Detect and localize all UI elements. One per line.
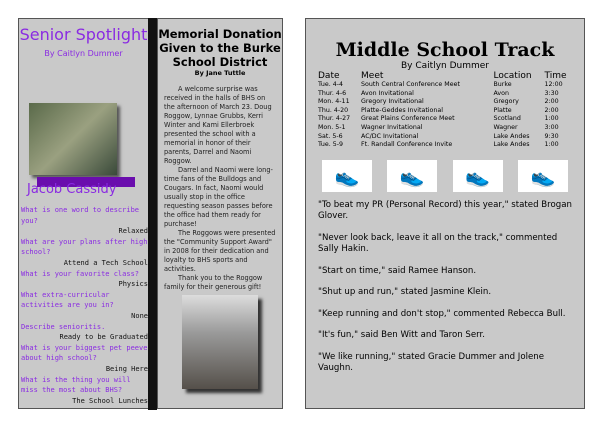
student-name: Jacob Cassidy (27, 182, 117, 197)
question: Describe senioritis. (21, 322, 106, 331)
table-cell: 9:30 (544, 132, 559, 140)
quote: "It's fun," said Ben Witt and Taron Serr. (318, 330, 485, 341)
track-title: Middle School Track (335, 39, 555, 61)
column-header: Time (544, 71, 567, 81)
table-cell: Great Plains Conference Meet (361, 115, 455, 123)
table-row (318, 115, 574, 124)
table-cell: Avon (493, 89, 509, 97)
table-cell: Scotland (493, 115, 521, 123)
table-cell: South Central Conference Meet (361, 81, 460, 88)
table-cell: 1:00 (544, 141, 559, 149)
table-cell: Thu. 4-20 (318, 106, 349, 114)
table-cell: Mon. 4-11 (318, 98, 350, 106)
answer: Ready to be Graduated (59, 333, 148, 342)
answer: None (131, 311, 148, 320)
winged-shoe-icon: 👟 (322, 160, 372, 192)
student-photo (29, 103, 117, 175)
table-row (318, 141, 574, 150)
table-row (318, 90, 574, 99)
table-cell: Tue. 5-9 (318, 141, 344, 149)
question: What is one word to describe you? (21, 206, 140, 225)
table-row (318, 81, 574, 90)
quote: "Shut up and run," stated Jasmine Klein. (318, 287, 492, 298)
quote: "Keep running and don't stop," commented Rebecca Bull. (318, 308, 566, 319)
question: What is your biggest pet peeve about high school? (21, 343, 148, 363)
question: What is the thing you will miss the most about BHS? (21, 375, 131, 395)
answer: Physics (118, 280, 148, 289)
question: What extra-curricular activities are you in? (21, 290, 114, 310)
table-cell: Burke (493, 81, 512, 88)
question: What are your plans after high school? (21, 237, 148, 257)
quote: "To beat my PR (Personal Record) this year," stated Brogan Glover. (318, 199, 572, 222)
table-cell: 2:00 (544, 106, 559, 114)
answer: Being Here (105, 364, 148, 373)
memorial-byline: By Jane Tuttle (194, 69, 246, 77)
table-cell: Lake Andes (493, 132, 530, 140)
answer: The School Lunches (72, 396, 148, 405)
schedule-table (318, 71, 574, 150)
table-cell: Ft. Randall Conference Invite (361, 141, 453, 149)
table-cell: Avon Invitational (361, 89, 414, 97)
table-cell: Thur. 4-27 (318, 115, 351, 123)
paragraph: Thank you to the Roggow family for their generous gift! (164, 274, 263, 291)
memorial-body (158, 85, 282, 292)
answer: Relaxed (118, 227, 148, 236)
column-header: Meet (361, 71, 384, 81)
memorial-photo (182, 295, 258, 389)
table-cell: Lake Andes (493, 141, 530, 149)
track-panel (305, 18, 585, 409)
table-cell: Wagner (493, 123, 518, 131)
column-header: Location (493, 71, 532, 81)
table-cell: 3:00 (544, 123, 559, 131)
interview-qa (21, 205, 148, 406)
table-row (318, 98, 574, 107)
table-cell: Gregory (493, 98, 519, 106)
paragraph: A welcome surprise was received in the halls of BHS on the afternoon of March 23. Doug Roggow, Lynnae Grubbs, Kerri Winter and Kami Ellerbroek presented the school with a memorial in honor of their parents, Darrel and Naomi Roggow. (164, 85, 272, 165)
table-cell: Platte (493, 106, 512, 114)
spotlight-title: Senior Spotlight (19, 25, 148, 44)
quote: "Never look back, leave it all on the track," commented Sally Hakin. (318, 232, 558, 255)
memorial-title: Memorial Donation Given to the Burke School District (158, 27, 282, 69)
table-cell: Thur. 4-6 (318, 89, 347, 97)
answer: Attend a Tech School (63, 258, 148, 267)
table-cell: Platte-Geddes Invitational (361, 106, 443, 114)
divider-bar (148, 18, 157, 410)
paragraph: Darrel and Naomi were long-time fans of the Bulldogs and Cougars. In fact, Naomi would usually stop in the office requesting season passes before the office had them ready for purchase! (164, 166, 273, 228)
table-row (318, 107, 574, 116)
winged-shoe-icon: 👟 (453, 160, 503, 192)
table-row (318, 133, 574, 142)
memorial-panel (157, 18, 283, 409)
spotlight-byline: By Caitlyn Dummer (44, 49, 123, 58)
quotes (306, 200, 584, 375)
table-row (318, 124, 574, 133)
winged-shoe-icon: 👟 (518, 160, 568, 192)
track-byline: By Caitlyn Dummer (401, 61, 489, 71)
column-header: Date (318, 71, 340, 81)
paragraph: The Roggows were presented the "Community Support Award" in 2008 for their dedication and loyalty to BHS sports and activities. (164, 229, 276, 273)
table-cell: 1:00 (544, 115, 559, 123)
senior-spotlight-panel (18, 18, 149, 409)
table-cell: AC/DC Invitational (361, 132, 419, 140)
table-cell: Wagner Invitational (361, 123, 423, 131)
table-cell: 3:30 (544, 89, 559, 97)
question: What is your favorite class? (21, 269, 140, 278)
table-cell: 2:00 (544, 98, 559, 106)
winged-shoe-row (306, 160, 584, 192)
winged-shoe-icon: 👟 (387, 160, 437, 192)
table-cell: Gregory Invitational (361, 98, 424, 106)
table-cell: 12:00 (544, 81, 563, 88)
table-cell: Mon. 5-1 (318, 123, 346, 131)
quote: "Start on time," said Ramee Hanson. (318, 265, 477, 276)
table-cell: Tue. 4-4 (318, 81, 344, 88)
quote: "We like running," stated Gracie Dummer and Jolene Vaughn. (318, 351, 545, 374)
table-cell: Sat. 5-6 (318, 132, 343, 140)
